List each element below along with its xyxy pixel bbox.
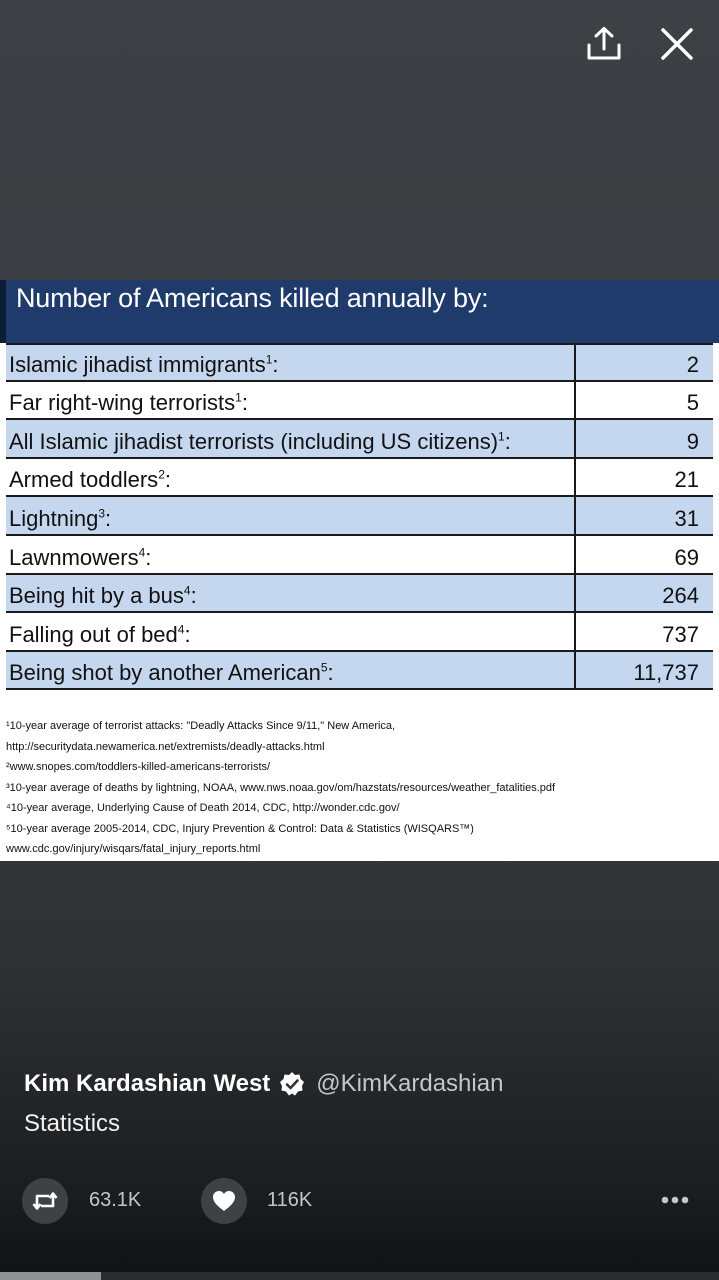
share-button[interactable] [582, 22, 626, 66]
footnote-line: www.cdc.gov/injury/wisqars/fatal_injury_reports.html [6, 843, 261, 855]
infographic-row [6, 459, 713, 498]
share-icon [585, 25, 623, 63]
infographic-row [6, 575, 713, 614]
row-footnote-marker: 5 [320, 661, 328, 676]
column-divider [574, 345, 576, 380]
media-viewer-topbar [0, 0, 719, 90]
row-label-colon: : [184, 621, 191, 647]
infographic-header [0, 280, 719, 343]
column-divider [574, 613, 576, 650]
infographic-row [6, 382, 713, 421]
close-icon [660, 27, 694, 61]
row-value: 11,737 [633, 660, 699, 686]
row-footnote-marker: 1 [498, 429, 505, 444]
row-footnote-marker: 4 [138, 545, 146, 560]
column-divider [574, 575, 576, 612]
media-progress-fill [0, 1272, 101, 1280]
row-footnote-marker: 4 [183, 583, 191, 598]
tweet-image[interactable] [0, 280, 719, 861]
row-label-colon: : [327, 660, 334, 686]
column-divider [574, 382, 576, 419]
retweet-count: 63.1K [89, 1189, 142, 1211]
more-icon [660, 1188, 690, 1212]
media-progress-bar [0, 1272, 719, 1280]
row-label [9, 583, 197, 609]
tweet-text: Statistics [24, 1110, 121, 1137]
footnote-line: ⁴10-year average, Underlying Cause of Death 2014, CDC, http://wonder.cdc.gov/ [6, 802, 400, 814]
column-divider [574, 497, 576, 534]
row-label-text: Falling out of bed [9, 621, 178, 647]
author-handle[interactable]: @KimKardashian [316, 1070, 504, 1097]
row-value: 31 [674, 505, 699, 531]
row-value: 737 [662, 621, 699, 647]
column-divider [574, 459, 576, 496]
row-footnote-marker: 2 [158, 468, 165, 483]
column-divider [574, 420, 576, 457]
author-line[interactable] [24, 1066, 704, 1102]
row-label-colon: : [504, 428, 511, 454]
infographic-footnotes [6, 716, 706, 860]
row-footnote-marker: 1 [265, 352, 273, 367]
more-options-button[interactable] [660, 1188, 690, 1212]
author-name[interactable]: Kim Kardashian West [24, 1070, 271, 1097]
row-label-text: Lightning [9, 505, 99, 531]
row-value: 9 [686, 428, 699, 454]
tweet-actions [0, 1174, 719, 1230]
row-label-colon: : [190, 583, 197, 609]
infographic-table [6, 343, 713, 690]
column-divider [574, 652, 576, 689]
row-label-text: Being shot by another American [9, 660, 321, 686]
infographic-title: Number of Americans killed annually by: [16, 283, 489, 313]
footnote-line: ¹10-year average of terrorist attacks: "Deadly Attacks Since 9/11," New America, [6, 720, 396, 732]
infographic-row [6, 536, 713, 575]
row-value: 21 [674, 467, 699, 493]
row-label [9, 390, 248, 416]
close-button[interactable] [655, 22, 699, 66]
retweet-button[interactable] [22, 1178, 68, 1224]
row-value: 264 [662, 583, 699, 609]
infographic-row [6, 420, 713, 459]
row-label [9, 467, 171, 493]
infographic-row [6, 652, 713, 691]
row-label-text: Lawnmowers [9, 544, 139, 570]
row-label-colon: : [105, 505, 112, 531]
infographic-row [6, 613, 713, 652]
row-label [9, 622, 191, 648]
footnote-line: ³10-year average of deaths by lightning, NOAA, www.nws.noaa.gov/om/hazstats/resources/weather_fatalities.pdf [6, 781, 556, 794]
row-value: 69 [674, 544, 699, 570]
row-label-text: All Islamic jihadist terrorists (including US citizens) [9, 428, 499, 454]
column-divider [574, 536, 576, 573]
row-footnote-marker: 1 [235, 390, 242, 405]
footnote-line: ²www.snopes.com/toddlers-killed-americans-terrorists/ [6, 761, 271, 773]
row-label-text: Far right-wing terrorists [9, 390, 236, 416]
row-label-colon: : [145, 544, 152, 570]
row-footnote-marker: 4 [177, 622, 185, 637]
row-label-text: Being hit by a bus [9, 583, 184, 609]
footnote-line: ⁵10-year average 2005-2014, CDC, Injury Prevention & Control: Data & Statistics (WISQARS™) [6, 822, 474, 835]
row-label [9, 429, 511, 455]
footnote-line: http://securitydata.newamerica.net/extremists/deadly-attacks.html [6, 740, 325, 753]
like-count: 116K [267, 1189, 313, 1211]
row-label-text: Islamic jihadist immigrants [9, 351, 266, 377]
row-label [9, 660, 334, 686]
row-label-colon: : [241, 390, 248, 416]
like-button[interactable] [201, 1178, 247, 1224]
row-label-colon: : [164, 467, 171, 493]
row-footnote-marker: 3 [98, 506, 105, 521]
retweet-icon [32, 1190, 58, 1212]
row-label [9, 352, 279, 378]
row-value: 2 [686, 351, 699, 377]
row-label-text: Armed toddlers [9, 467, 159, 493]
tweet-details [24, 1066, 704, 1138]
infographic-row [6, 497, 713, 536]
verified-badge-icon [279, 1071, 305, 1097]
row-label [9, 545, 151, 571]
row-value: 5 [686, 390, 699, 416]
row-label-colon: : [272, 351, 279, 377]
heart-icon [212, 1190, 236, 1212]
row-label [9, 506, 111, 532]
infographic-row [6, 343, 713, 382]
